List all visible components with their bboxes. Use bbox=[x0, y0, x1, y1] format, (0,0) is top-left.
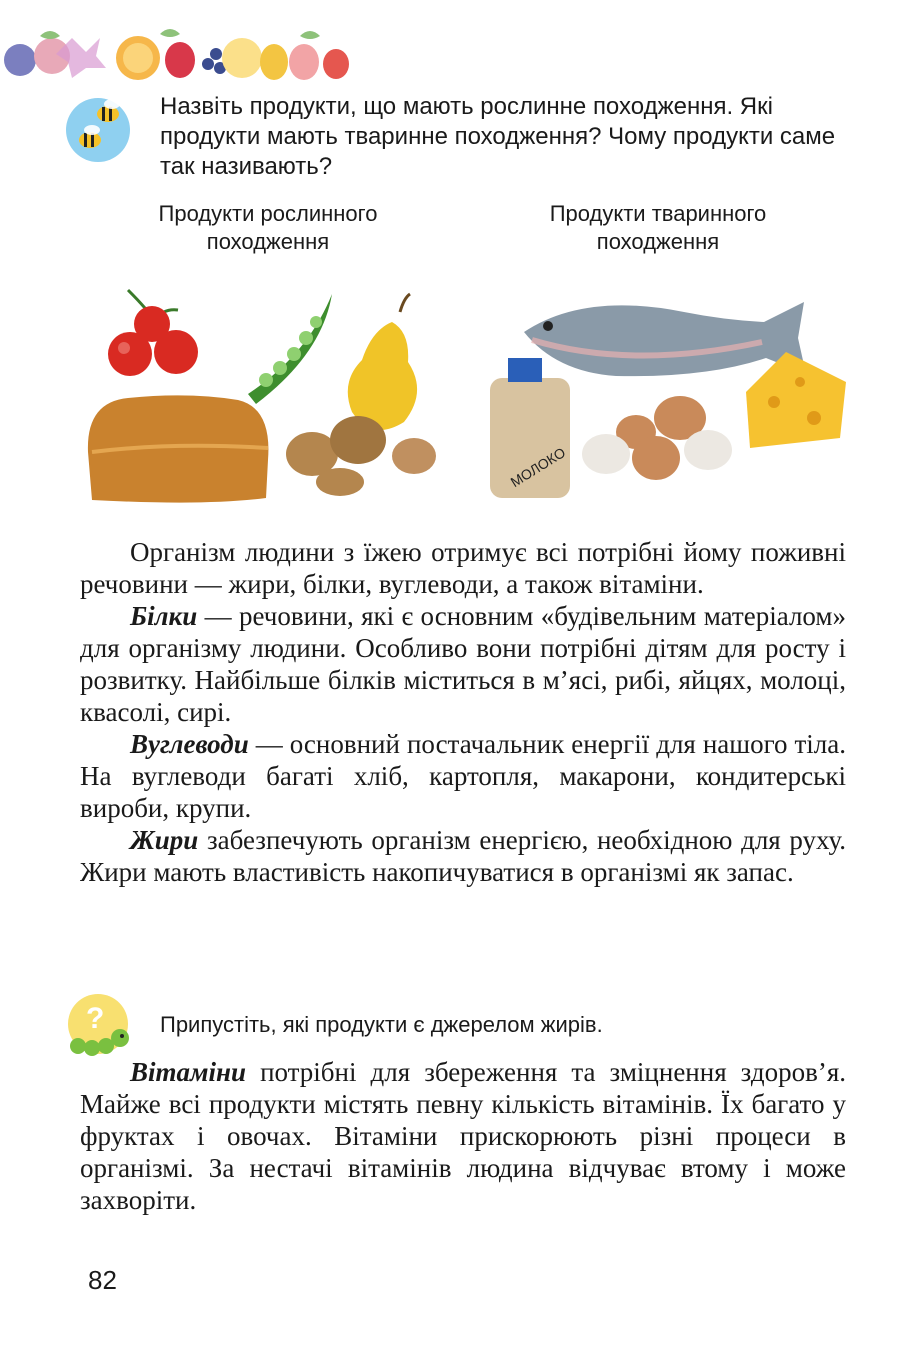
term-vitamins: Вітаміни bbox=[130, 1057, 247, 1087]
peas-icon bbox=[248, 294, 332, 404]
page-number: 82 bbox=[88, 1265, 117, 1295]
cheese-icon bbox=[746, 352, 846, 448]
paragraph-proteins bbox=[80, 600, 846, 728]
term-fats: Жири bbox=[130, 825, 199, 855]
walnuts-icon bbox=[286, 416, 436, 496]
animal-products-heading: Продукти тваринного походження bbox=[549, 201, 767, 254]
task-question-text: Назвіть продукти, що мають рослинне походження. Які продукти мають тваринне походження? Чому продукти саме так називають? bbox=[160, 93, 836, 180]
eggs-icon bbox=[582, 396, 732, 480]
task-hypothesis-text: Припустіть, які продукти є джерелом жирів. bbox=[160, 1012, 603, 1037]
vitamins-definition: потрібні для збереження та зміцнення здоров’я. Майже всі продукти містять певну кількість вітамінів. Їх багато у фруктах і овочах. Вітаміни прискорюють різні процеси в організмі. За нестачі вітамінів людина відчуває втому і може захворіти. bbox=[80, 1057, 846, 1215]
paragraph-carbs bbox=[80, 728, 846, 824]
milk-jug-icon bbox=[490, 358, 570, 498]
pear-icon bbox=[348, 294, 417, 430]
proteins-definition: — речовини, які є основним «будівельним матеріалом» для організму людини. Особливо вони потрібні дітям для росту і розвитку. Найбільше білків міститься в м’ясі, рибі, яйцях, молоці, квасолі, сирі. bbox=[80, 601, 846, 727]
paragraph-fats bbox=[80, 824, 846, 888]
fruit-border-icon bbox=[0, 18, 360, 82]
carbs-definition: — основний постачальник енергії для нашого тіла. На вуглеводи багаті хліб, картопля, макарони, кондитерські вироби, крупи. bbox=[80, 729, 846, 823]
fish-icon bbox=[524, 302, 806, 376]
tomatoes-icon bbox=[108, 290, 198, 376]
term-carbs: Вуглеводи bbox=[130, 729, 249, 759]
svg-text:?: ? bbox=[86, 1002, 105, 1035]
fats-definition: забезпечують організм енергією, необхідною для руху. Жири мають властивість накопичуватися в організмі як запас. bbox=[80, 825, 846, 887]
question-caterpillar-icon bbox=[64, 992, 134, 1058]
paragraph-vitamins bbox=[80, 1056, 846, 1216]
plant-products-illustration bbox=[80, 282, 450, 504]
main-text-block bbox=[80, 536, 846, 888]
milk-label: МОЛОКО bbox=[507, 444, 569, 491]
paragraph-intro: Організм людини з їжею отримує всі потрібні йому поживні речовини — жири, білки, вуглеводи, а також вітаміни. bbox=[80, 537, 846, 599]
animal-products-illustration bbox=[484, 282, 848, 504]
vitamins-text-block bbox=[80, 1056, 846, 1216]
term-proteins: Білки bbox=[130, 601, 198, 631]
bees-icon bbox=[62, 92, 138, 164]
bread-icon bbox=[88, 395, 269, 502]
plant-products-heading: Продукти рослинного походження bbox=[158, 201, 378, 254]
